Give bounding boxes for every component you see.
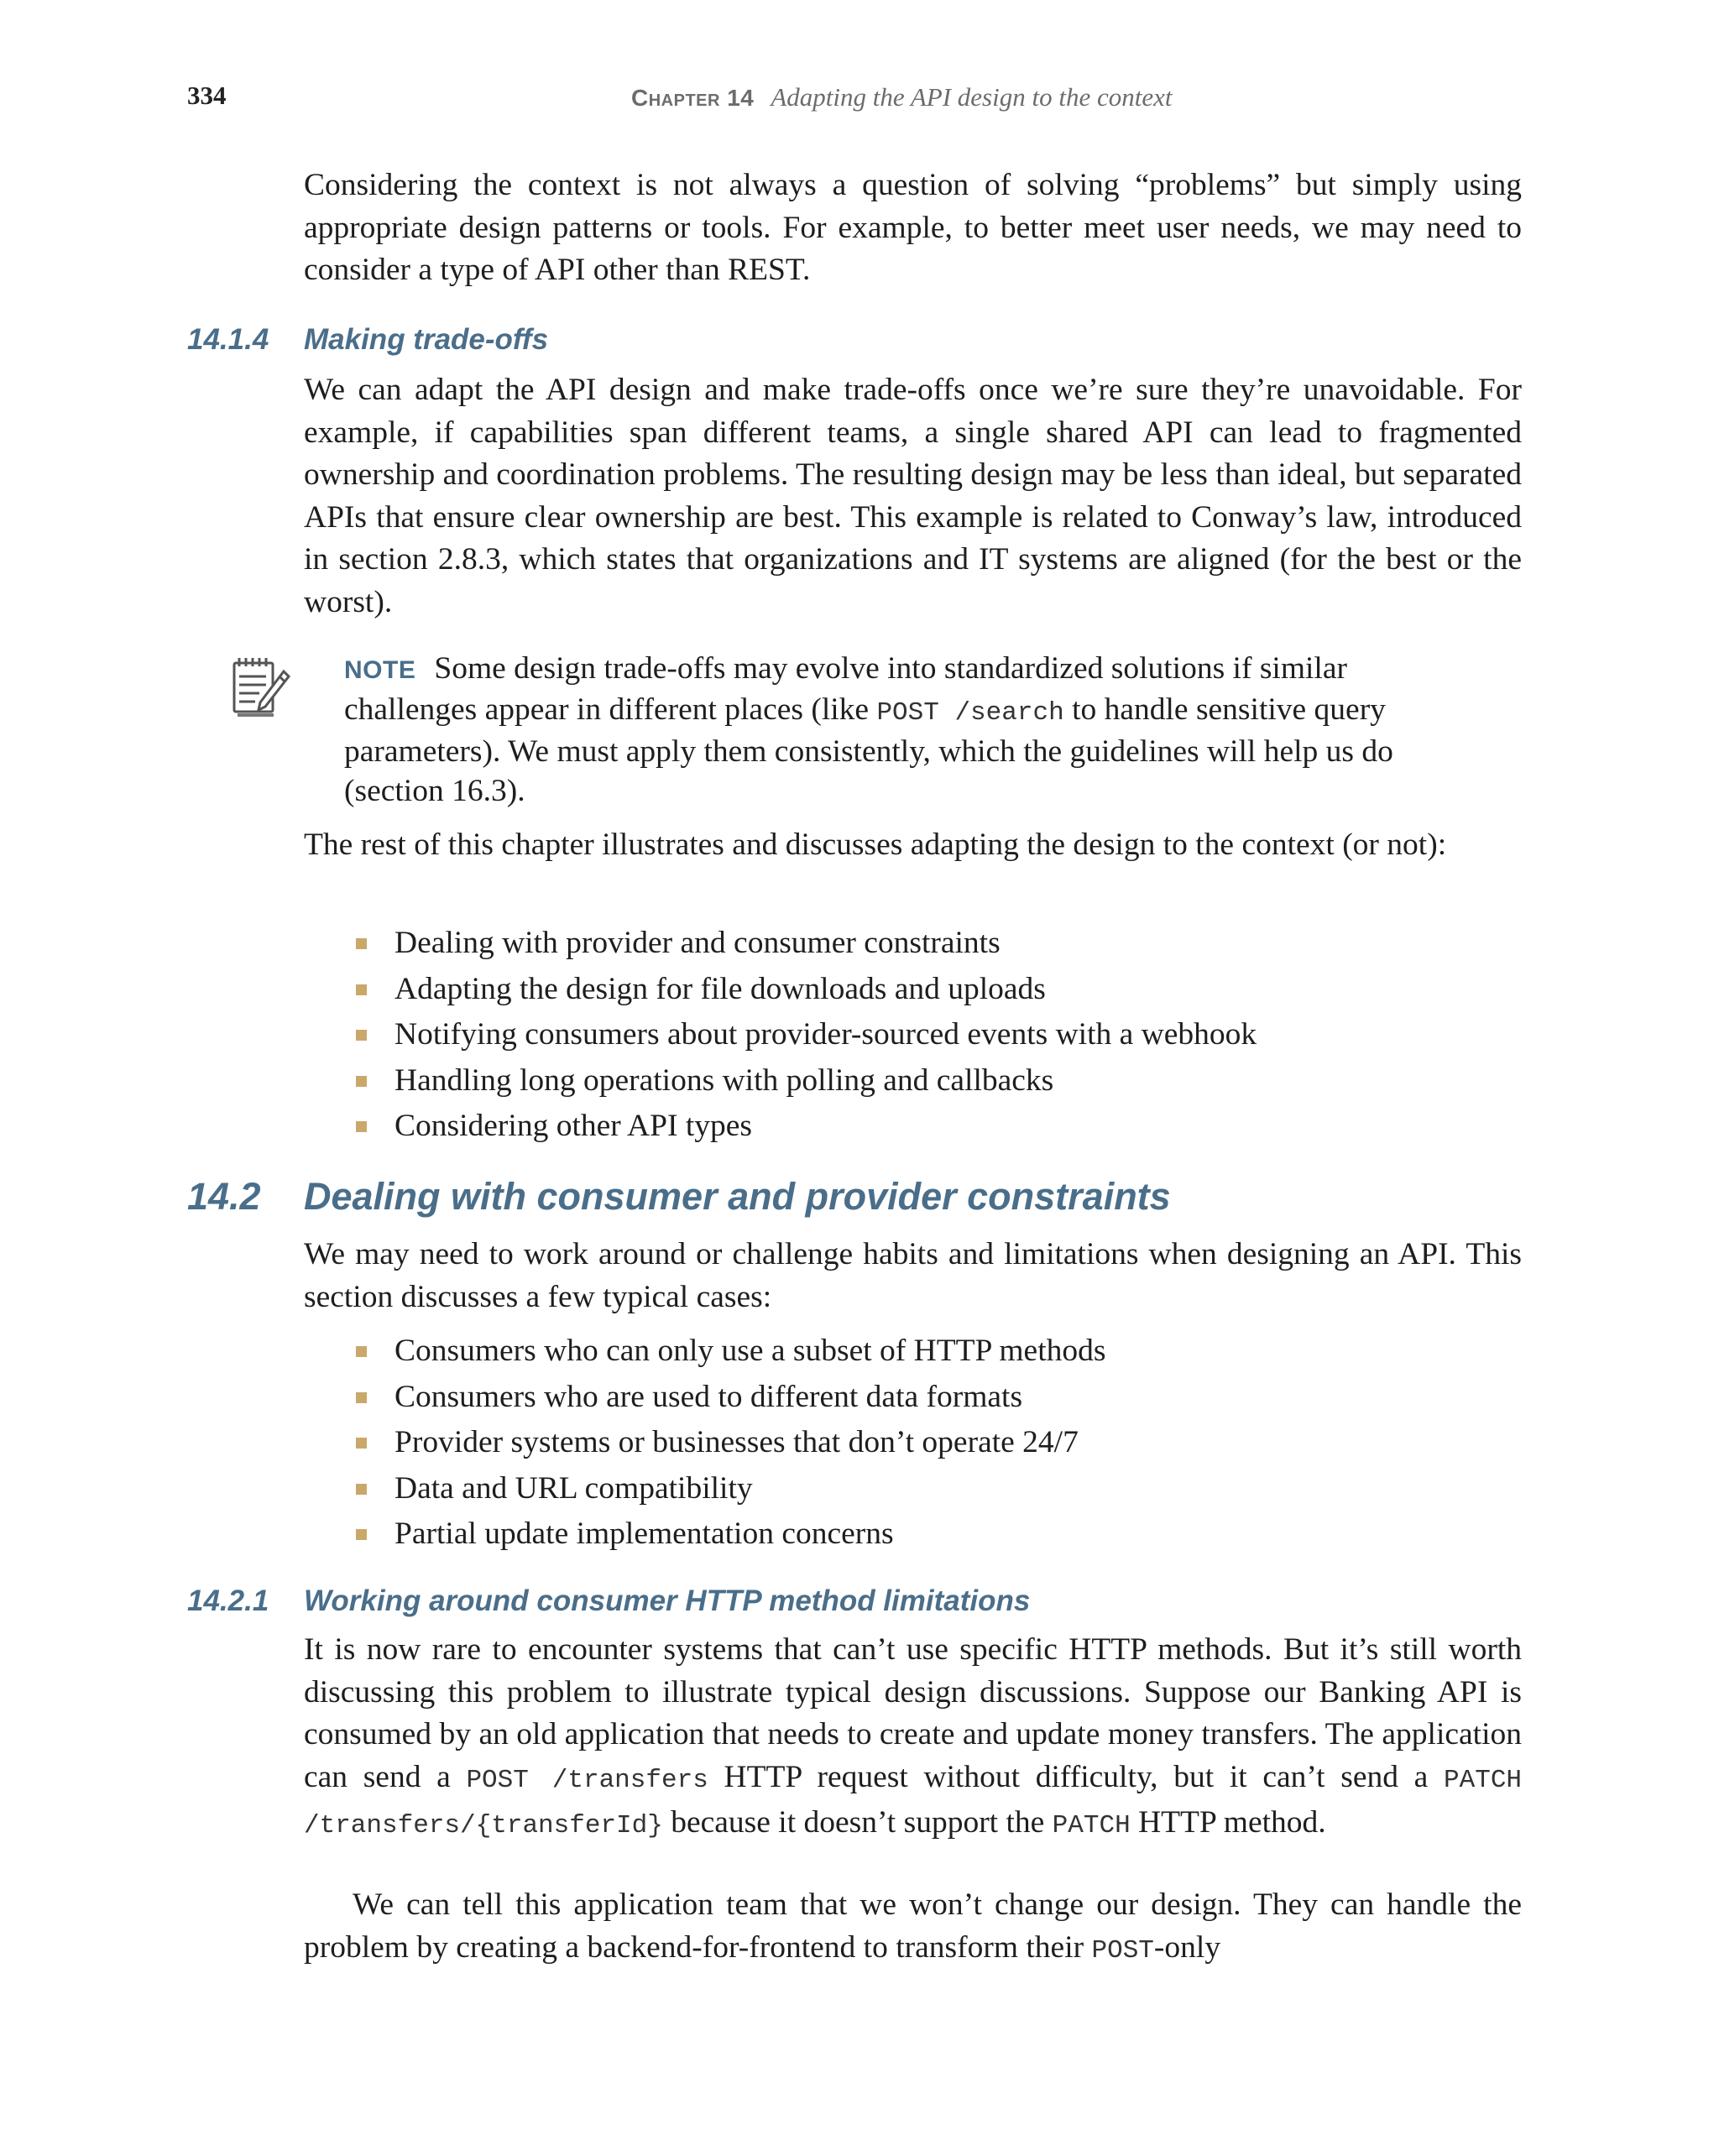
list-item-text: Considering other API types	[394, 1109, 753, 1144]
note-text-before: Some design trade-offs may evolve into standardized solutions if similar challenges appear in different places (like	[344, 651, 1347, 727]
list-item	[353, 1012, 1519, 1058]
chapter-label: Chapter 14	[631, 85, 755, 111]
bullet-square-icon	[356, 1346, 367, 1357]
text-segment: It is now rare to encounter systems that can’t use specific HTTP methods. But it’s still worth discussing this problem to illustrate typical design discussions. Suppose our Banking API is consumed by an old application that needs to create and update money transfers. The application can send a	[304, 1632, 1522, 1794]
inline-code: PATCH /transfers/{transferId}	[304, 1765, 1523, 1841]
note-block	[344, 650, 1444, 811]
list-item	[353, 1058, 1519, 1104]
list-item-text: Dealing with provider and consumer constraints	[394, 926, 1001, 960]
list-item-text: Data and URL compatibility	[394, 1470, 753, 1506]
list-item-text: Provider systems or businesses that don’t operate 24/7	[394, 1425, 1079, 1460]
section-number: 14.2.1	[187, 1584, 269, 1617]
list-item	[353, 967, 1519, 1013]
bullet-square-icon	[356, 1030, 367, 1041]
constraints-list	[353, 1329, 1519, 1558]
list-item-text: Consumers who are used to different data formats	[394, 1379, 1023, 1414]
text-segment: HTTP method.	[1130, 1805, 1326, 1840]
note-code: POST /search	[876, 697, 1064, 728]
list-item	[353, 1466, 1519, 1512]
list-item	[353, 1375, 1519, 1421]
running-head	[631, 82, 1172, 112]
http-methods-paragraph	[304, 1629, 1522, 1848]
trade-offs-paragraph: We can adapt the API design and make trade-offs once we’re sure they’re unavoidable. For example, if capabilities span different teams, a single shared API can lead to fragmented ownership and coordination problems. The resulting design may be less than ideal, but separated APIs that ensure clear ownership are best. This example is related to Conway’s law, introduced in section 2.8.3, which states that organizations and IT systems are aligned (for the best or the worst).	[304, 373, 1522, 619]
chapter-title: Adapting the API design to the context	[771, 82, 1173, 112]
list-item	[353, 1420, 1519, 1466]
section-heading-14-2	[187, 1175, 1171, 1219]
text-segment: because it doesn’t support the	[662, 1805, 1053, 1840]
bullet-square-icon	[356, 1076, 367, 1087]
section-title: Making trade-offs	[304, 323, 549, 356]
constraints-paragraph: We may need to work around or challenge habits and limitations when designing an API. This section discusses a few typical cases:	[304, 1237, 1522, 1314]
list-item-text: Handling long operations with polling and callbacks	[394, 1062, 1054, 1098]
bullet-square-icon	[356, 1484, 367, 1495]
inline-code: POST /transfers	[466, 1765, 708, 1795]
text-segment: HTTP request without difficulty, but it can’t send a	[708, 1759, 1445, 1794]
bullet-square-icon	[356, 984, 367, 995]
section-title: Working around consumer HTTP method limitations	[304, 1584, 1031, 1617]
text-segment: We can tell this application team that we won’t change our design. They can handle the problem by creating a backend-for-frontend to transform their	[304, 1887, 1522, 1965]
section-heading-14-1-4	[187, 323, 548, 357]
page-number: 334	[187, 81, 227, 110]
bff-paragraph	[304, 1884, 1522, 1972]
note-label: NOTE	[344, 656, 416, 684]
list-item-text: Adapting the design for file downloads and uploads	[394, 971, 1046, 1006]
bullet-square-icon	[356, 1392, 367, 1403]
section-heading-14-2-1	[187, 1584, 1030, 1618]
bullet-square-icon	[356, 1121, 367, 1132]
section-title: Dealing with consumer and provider constraints	[304, 1175, 1171, 1218]
text-segment: -only	[1153, 1929, 1221, 1965]
note-pencil-icon	[230, 655, 294, 722]
list-item	[353, 1329, 1519, 1375]
section-number: 14.2	[187, 1175, 261, 1218]
bullet-square-icon	[356, 1529, 367, 1540]
section-number: 14.1.4	[187, 323, 269, 356]
chapter-topics-list	[353, 921, 1519, 1150]
list-item-text: Notifying consumers about provider-sourced events with a webhook	[394, 1017, 1257, 1052]
inline-code: POST	[1091, 1935, 1154, 1965]
bullet-square-icon	[356, 1438, 367, 1449]
rest-of-chapter-paragraph: The rest of this chapter illustrates and discusses adapting the design to the context (or not):	[304, 827, 1447, 862]
list-item	[353, 1511, 1519, 1558]
bullet-square-icon	[356, 938, 367, 949]
list-item	[353, 921, 1519, 967]
intro-paragraph: Considering the context is not always a question of solving “problems” but simply using appropriate design patterns or tools. For example, to better meet user needs, we may need to consider a type of API other than REST.	[304, 168, 1522, 288]
inline-code: PATCH	[1052, 1811, 1131, 1841]
list-item	[353, 1104, 1519, 1150]
note-text-after: to handle sensitive query parameters). We must apply them consistently, which the guidelines will help us do (section 16.3).	[344, 692, 1393, 808]
list-item-text: Consumers who can only use a subset of HTTP methods	[394, 1334, 1106, 1368]
list-item-text: Partial update implementation concerns	[394, 1517, 894, 1552]
